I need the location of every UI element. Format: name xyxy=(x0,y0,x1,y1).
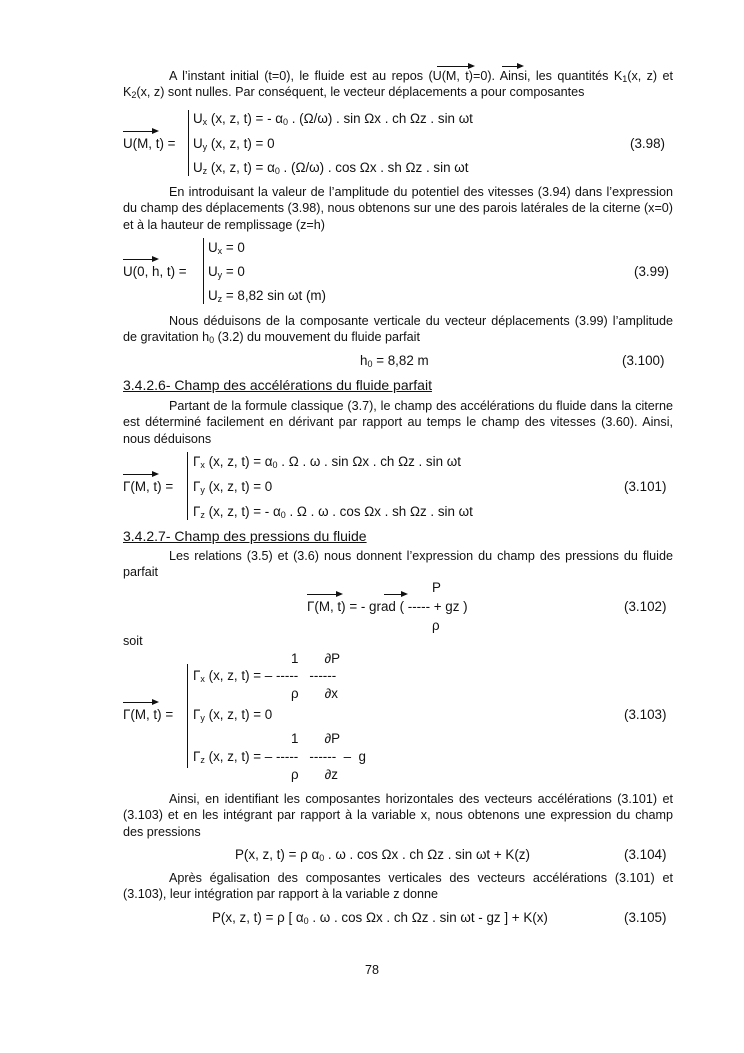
equation-number: (3.99) xyxy=(634,264,669,279)
eq-fraction-denominator: ρ ∂z xyxy=(291,767,338,782)
brace-bar xyxy=(187,452,188,520)
vector-arrow xyxy=(437,66,473,67)
vector-arrow xyxy=(123,131,157,132)
brace-bar xyxy=(203,238,204,304)
vector-arrow xyxy=(123,702,157,703)
eq-row: $U_z$ (x, z, $t) = \alpha_0$ . (Ω/ω) . cos Ωx . sh Ωz . sin ωt xyxy=(193,160,469,176)
section-heading: 3.4.2.6- Champ des accélérations du fluide parfait xyxy=(123,377,432,393)
equation-number: (3.102) xyxy=(624,599,667,614)
page-number: 78 xyxy=(364,963,379,977)
paragraph: En introduisant la valeur de l’amplitude du potentiel des vitesses (3.94) dans l’expression du champ des déplacements (3.98), nous obtenons sur une des parois latérales de la citerne (x=0) et à la hauteur de remplissage (z=h) xyxy=(123,185,673,232)
eq-row: $\Gamma_x$ (x, z, t) = – ----- ------ xyxy=(193,668,337,684)
eq-row: P(x, z, t) = ρ [ $\alpha_0$ . ω . cos Ωx . ch Ωz . sin ωt - gz ] + K(x) xyxy=(212,910,548,926)
equation-number: (3.105) xyxy=(624,910,667,925)
eq-lhs: U(M, t) = xyxy=(123,136,176,151)
eq-fraction-denominator: ρ ∂x xyxy=(291,686,338,701)
eq-row: $U_y = 0$ xyxy=(208,264,245,280)
eq-row: $\Gamma_z$ (x, z, t) = - $\alpha_0$ . Ω . ω . cos Ωx . sh Ωz . sin ωt xyxy=(193,504,473,520)
equation-number: (3.98) xyxy=(630,136,665,151)
text-soit: soit xyxy=(123,634,143,648)
equation-number: (3.103) xyxy=(624,707,667,722)
paragraph: Ainsi, en identifiant les composantes horizontales des vecteurs accélérations (3.101) et (3.103) et en les intégrant par rapport à la variable x, nous obtenons une expression du champ des pressions xyxy=(123,792,673,839)
eq-lhs: U(0, h, t) = xyxy=(123,264,187,279)
equation-number: (3.101) xyxy=(624,479,667,494)
eq-row: $U_y$ (x, z, t) = 0 xyxy=(193,136,275,152)
eq-row: $\Gamma_y$ (x, z, t) = 0 xyxy=(193,707,273,723)
eq-lhs: Γ(M, t) = xyxy=(123,479,174,494)
vector-arrow xyxy=(123,474,157,475)
eq-row: Γ(M, t) = - grad ( ----- + gz ) xyxy=(307,599,468,614)
paragraph: Partant de la formule classique (3.7), le champ des accélérations du fluide dans la citerne est déterminé facilement en dérivant par rapport au temps le champ des vitesses (3.60). Ainsi, nous déduisons xyxy=(123,399,673,446)
eq-row: $\Gamma_y$ (x, z, t) = 0 xyxy=(193,479,273,495)
paragraph: Les relations (3.5) et (3.6) nous donnent l’expression du champ des pressions du fluide parfait xyxy=(123,549,673,580)
equation-number: (3.100) xyxy=(622,353,665,368)
equation-number: (3.104) xyxy=(624,847,667,862)
eq-fraction-numerator: 1 ∂P xyxy=(291,731,341,746)
brace-bar xyxy=(188,110,189,176)
paragraph-intro: A l’instant initial (t=0), le fluide est au repos (U(M, t)=0). Ainsi, les quantités $K_1(x$, z) et $K_2(x$, z) sont nulles. Par conséquent, le vecteur déplacements a pour composantes xyxy=(123,69,673,101)
eq-fraction-numerator: P xyxy=(432,580,441,595)
eq-row: $\Gamma_z$ (x, z, t) = – ----- ------ – g xyxy=(193,749,366,765)
paragraph: Après égalisation des composantes verticales des vecteurs accélérations (3.101) et (3.103), leur intégration par rapport à la variable z donne xyxy=(123,871,673,902)
paragraph: Nous déduisons de la composante verticale du vecteur déplacements (3.99) l’amplitude de gravitation $h_0$ (3.2) du mouvement du fluide parfait xyxy=(123,314,673,346)
eq-row: $U_x$ (x, z, t) = - $\alpha_0$ . (Ω/ω) . sin Ωx . ch Ωz . sin ωt xyxy=(193,111,473,127)
eq-row: $U_z = 8,82$ sin ωt (m) xyxy=(208,288,327,304)
eq-row: $\Gamma_x$ (x, z, $t) = \alpha_0$ . Ω . ω . sin Ωx . ch Ωz . sin ωt xyxy=(193,454,461,470)
eq-lhs: Γ(M, t) = xyxy=(123,707,174,722)
eq-fraction-numerator: 1 ∂P xyxy=(291,651,341,666)
eq-row: P(x, z, t) = ρ $\alpha_0$ . ω . cos Ωx . ch Ωz . sin ωt + K(z) xyxy=(235,847,530,863)
brace-bar xyxy=(187,664,188,768)
vector-arrow xyxy=(502,66,522,67)
eq-row: $U_x = 0$ xyxy=(208,240,245,256)
section-heading: 3.4.2.7- Champ des pressions du fluide xyxy=(123,528,367,544)
vector-arrow xyxy=(307,594,341,595)
vector-arrow xyxy=(123,259,157,260)
vector-arrow xyxy=(384,594,406,595)
eq-fraction-denominator: ρ xyxy=(432,618,440,633)
eq-row: $h_0 = 8,82$ m xyxy=(360,353,429,369)
